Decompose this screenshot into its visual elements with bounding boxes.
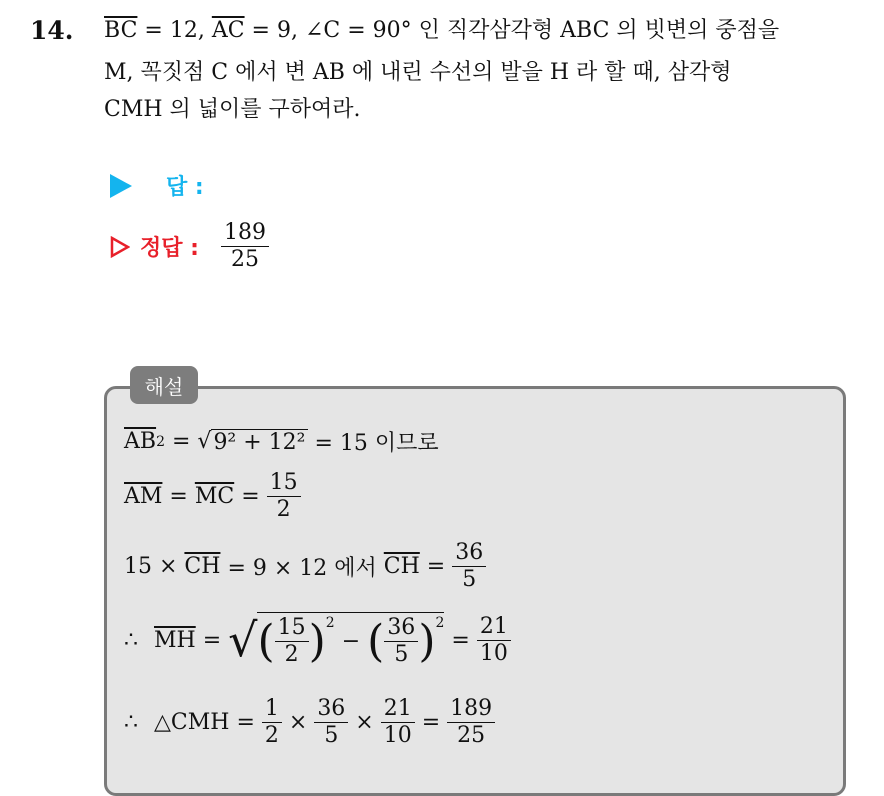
solution-line-1 [124, 426, 439, 457]
denominator: 25 [457, 723, 486, 748]
fraction [267, 470, 301, 523]
segment-mh: $\overline{MH}$ [154, 627, 196, 653]
denominator: 2 [276, 497, 291, 522]
correct-answer-fraction [221, 220, 269, 273]
numerator: 15 [269, 470, 298, 495]
radical-sign: √ [228, 613, 258, 667]
fraction [262, 696, 282, 749]
numerator: 189 [223, 220, 266, 245]
solution-line-5 [124, 696, 495, 749]
text: 15 × [124, 554, 185, 579]
radicand: ( $\frac{15}{2}$ ) 2 − ( $\frac{36}{5}$ ) 2 [257, 612, 444, 668]
text: = 12, [137, 18, 212, 43]
denominator: 5 [462, 567, 477, 592]
correct-answer-label: 정답 : [140, 236, 199, 261]
fraction [381, 696, 415, 749]
numerator: 36 [455, 540, 484, 565]
text: = [162, 484, 195, 509]
text: = [164, 429, 198, 454]
text: = [234, 484, 267, 509]
denominator: 2 [284, 642, 299, 667]
denominator: 10 [479, 640, 508, 666]
exponent: 2 [435, 615, 445, 631]
text: = 9, ∠C = 90° 인 직각삼각형 ABC 의 빗변의 중점을 [244, 18, 780, 43]
radicand: 9² + 12² [213, 429, 306, 455]
text: = [414, 710, 448, 735]
answer-row [110, 170, 204, 201]
text: = [419, 554, 453, 579]
numerator: 15 [277, 615, 306, 640]
denominator: 25 [230, 247, 259, 272]
text: = 9 × 12 에서 [220, 556, 384, 581]
text: − [334, 629, 368, 654]
denominator: 10 [383, 723, 412, 748]
denominator: 2 [264, 723, 279, 748]
outlined-triangle-icon [110, 236, 130, 258]
play-icon [110, 174, 132, 198]
text: × [281, 710, 315, 735]
numerator: 21 [383, 696, 412, 721]
segment-bc: $\overline{BC}$ [104, 18, 138, 43]
segment-ch: $\overline{CH}$ [383, 554, 420, 579]
correct-answer-row [110, 220, 269, 273]
problem-number: 14. [30, 16, 74, 45]
fraction [314, 696, 348, 749]
denominator: 5 [324, 723, 339, 748]
problem-line-2: M, 꼭짓점 C 에서 변 AB 에 내린 수선의 발을 H 라 할 때, 삼각형 [104, 60, 732, 85]
therefore-symbol: ∴ [124, 710, 138, 735]
solution-line-3 [124, 540, 486, 593]
fraction [452, 540, 486, 593]
segment-ch: $\overline{CH}$ [184, 554, 221, 579]
solution-line-4 [124, 612, 511, 668]
text: △CMH = [154, 710, 262, 735]
exponent: 2 [156, 433, 165, 450]
segment-ac: $\overline{AC}$ [211, 18, 245, 43]
text: × [348, 710, 381, 735]
numerator: 189 [450, 696, 493, 721]
therefore-symbol: ∴ [124, 627, 138, 653]
text: = [195, 627, 229, 653]
segment-ab: $\overline{AB}$ [124, 429, 157, 454]
segment-am: $\overline{AM}$ [124, 484, 163, 509]
problem-line-1 [104, 16, 779, 46]
denominator: 5 [394, 642, 409, 667]
text: = [444, 627, 477, 653]
fraction [447, 696, 495, 749]
text: = 15 이므로 [307, 431, 439, 456]
exponent: 2 [325, 615, 335, 631]
numerator: 1 [264, 696, 279, 721]
problem-line-3: CMH 의 넓이를 구하여라. [104, 97, 361, 122]
answer-label: 답 : [166, 175, 204, 200]
solution-line-2 [124, 470, 301, 523]
fraction [477, 614, 511, 667]
square-root: √ 9² + 12² [197, 428, 306, 455]
solution-tag: 해설 [130, 366, 198, 404]
numerator: 21 [479, 613, 508, 639]
numerator: 36 [317, 696, 346, 721]
segment-mc: $\overline{MC}$ [194, 484, 235, 509]
numerator: 36 [387, 615, 416, 640]
